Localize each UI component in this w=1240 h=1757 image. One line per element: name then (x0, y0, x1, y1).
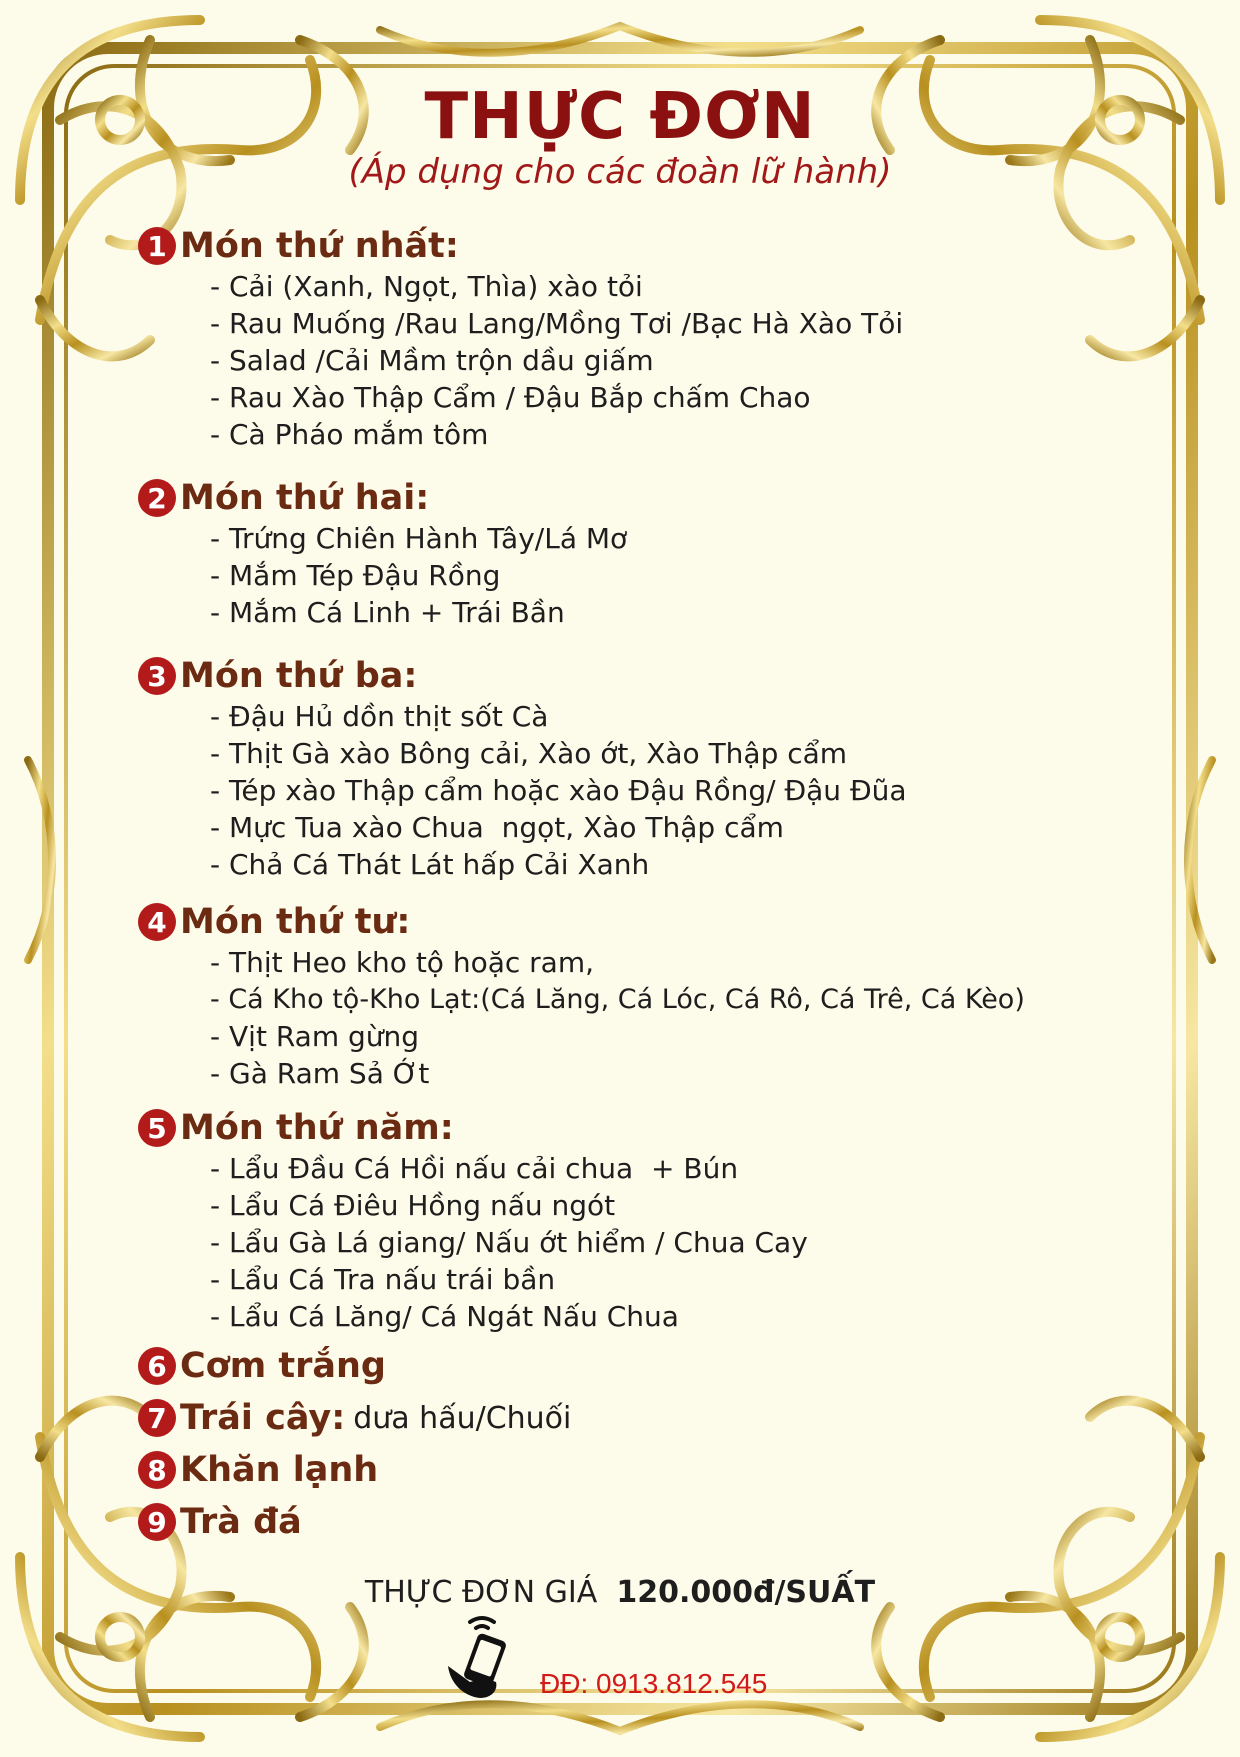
number-badge: 4 (138, 903, 176, 941)
menu-item: - Đậu Hủ dồn thịt sốt Cà (210, 700, 549, 733)
menu-item: - Gà Ram Sả Ớt (210, 1057, 430, 1090)
page-subtitle: (Áp dụng cho các đoàn lữ hành) (348, 152, 892, 192)
section-3-heading (138, 656, 417, 696)
price-value: 120.000đ/SUẤT (616, 1575, 876, 1610)
menu-item: - Mắm Tép Đậu Rồng (210, 559, 501, 592)
section-label: Món thứ ba: (180, 656, 418, 696)
menu-item: - Chả Cá Thát Lát hấp Cải Xanh (210, 848, 650, 881)
section-1-items (210, 268, 903, 453)
number-badge: 1 (138, 227, 176, 265)
section-5-heading (138, 1108, 454, 1148)
menu-item: - Thịt Gà xào Bông cải, Xào ớt, Xào Thập cẩm (210, 737, 848, 770)
number-badge: 5 (138, 1109, 176, 1147)
extra-9-heading (138, 1502, 302, 1542)
extra-detail: dưa hấu/Chuối (353, 1400, 572, 1436)
menu-item: - Lẩu Cá Điêu Hồng nấu ngót (210, 1189, 616, 1222)
menu-item: - Mắm Cá Linh + Trái Bần (210, 596, 565, 629)
extra-7-heading (138, 1398, 571, 1438)
section-label: Món thứ tư: (180, 902, 411, 942)
number-badge: 7 (138, 1399, 176, 1437)
menu-item: - Vịt Ram gừng (210, 1020, 420, 1053)
number-badge: 6 (138, 1347, 176, 1385)
number-badge: 9 (138, 1503, 176, 1541)
menu-item: - Lẩu Cá Tra nấu trái bần (210, 1263, 556, 1296)
section-4-heading (138, 902, 410, 942)
menu-item: - Trứng Chiên Hành Tây/Lá Mơ (210, 522, 628, 555)
section-label: Món thứ hai: (180, 478, 430, 518)
extra-label: Trà đá (180, 1502, 302, 1542)
section-5-items (210, 1150, 808, 1335)
phone-icon (440, 1612, 524, 1702)
page-title: THỰC ĐƠN (424, 80, 816, 154)
extra-8-heading (138, 1450, 378, 1490)
section-4-items (210, 944, 1025, 1092)
menu-item: - Tép xào Thập cẩm hoặc xào Đậu Rồng/ Đậu Đũa (210, 774, 907, 807)
extra-label: Trái cây: (180, 1398, 346, 1438)
section-2-heading (138, 478, 429, 518)
section-3-items (210, 698, 907, 883)
menu-item: - Cải (Xanh, Ngọt, Thìa) xào tỏi (210, 270, 643, 303)
menu-item: - Lẩu Đầu Cá Hồi nấu cải chua + Bún (210, 1152, 739, 1185)
menu-item: - Thịt Heo kho tộ hoặc ram, (210, 946, 595, 979)
menu-item: - Rau Muống /Rau Lang/Mồng Tơi /Bạc Hà Xào Tỏi (210, 307, 904, 340)
contact-phone: ĐĐ: 0913.812.545 (540, 1668, 768, 1699)
section-label: Món thứ năm: (180, 1108, 454, 1148)
section-1-heading (138, 226, 459, 266)
menu-item: - Cà Pháo mắm tôm (210, 418, 489, 451)
menu-item: - Rau Xào Thập Cẩm / Đậu Bắp chấm Chao (210, 381, 811, 414)
menu-item: - Mực Tua xào Chua ngọt, Xào Thập cẩm (210, 811, 784, 844)
price-label: THỰC ĐƠN GIÁ (364, 1575, 598, 1610)
menu-item: - Lẩu Cá Lăng/ Cá Ngát Nấu Chua (210, 1300, 679, 1333)
number-badge: 8 (138, 1451, 176, 1489)
number-badge: 2 (138, 479, 176, 517)
menu-item: - Lẩu Gà Lá giang/ Nấu ớt hiểm / Chua Cay (210, 1226, 808, 1259)
extra-6-heading (138, 1346, 386, 1386)
section-label: Món thứ nhất: (180, 226, 459, 266)
extra-label: Cơm trắng (180, 1346, 386, 1386)
number-badge: 3 (138, 657, 176, 695)
section-2-items (210, 520, 627, 631)
price-line (0, 1575, 1240, 1610)
menu-item: - Cá Kho tộ-Kho Lạt:(Cá Lăng, Cá Lóc, Cá Rô, Cá Trê, Cá Kèo) (210, 984, 1025, 1015)
menu-item: - Salad /Cải Mầm trộn dầu giấm (210, 344, 654, 377)
extra-label: Khăn lạnh (180, 1450, 379, 1490)
